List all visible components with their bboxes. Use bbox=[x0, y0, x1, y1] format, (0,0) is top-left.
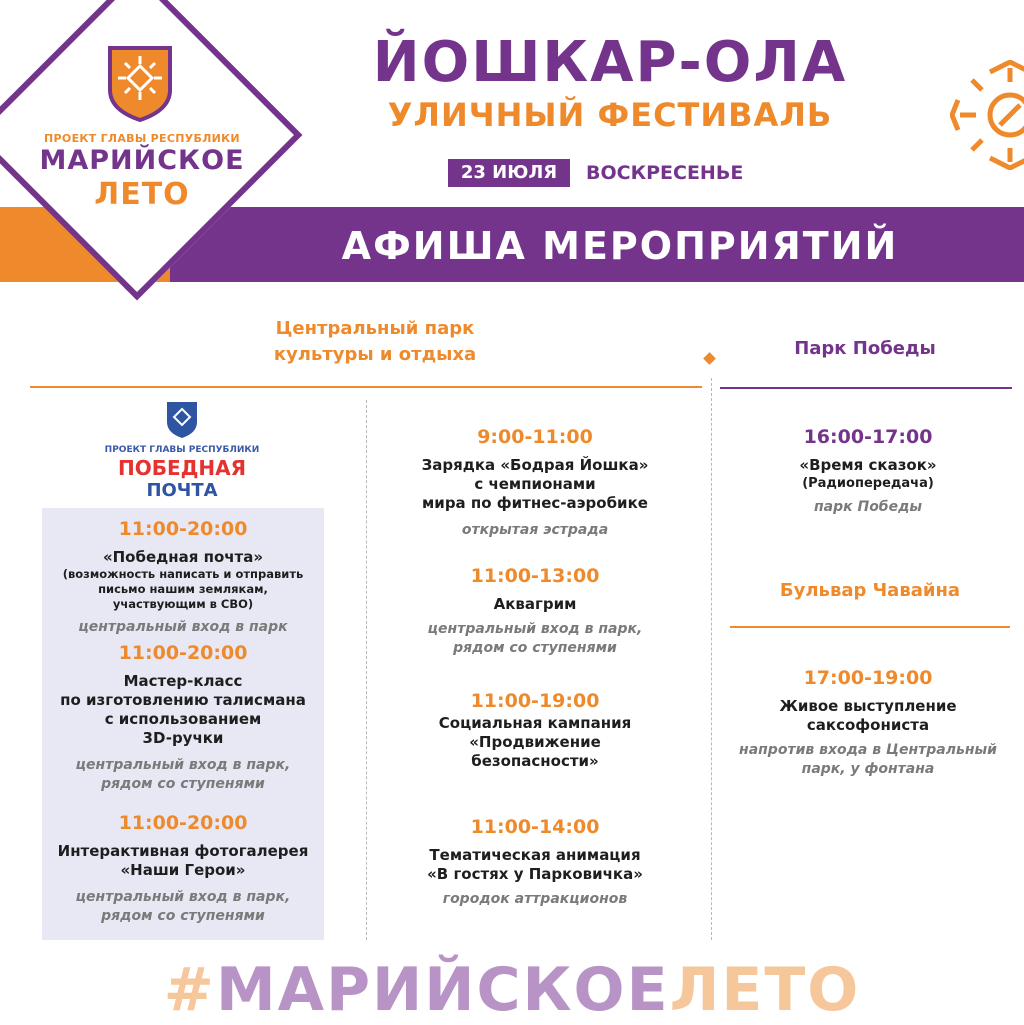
event-place: городок аттракционов bbox=[442, 891, 628, 907]
event-card bbox=[370, 816, 700, 909]
sun-decor-icon bbox=[950, 60, 1024, 170]
central-divider bbox=[30, 386, 702, 388]
event-title: 3D-ручки bbox=[142, 729, 224, 747]
event-note: участвующим в СВО) bbox=[112, 597, 254, 611]
event-title: с использованием bbox=[104, 710, 262, 728]
event-title: Живое выступление bbox=[779, 697, 957, 715]
pochta-shield-icon bbox=[165, 400, 199, 440]
event-title: Аквагрим bbox=[493, 595, 577, 613]
weekday-label: ВОСКРЕСЕНЬЕ bbox=[586, 162, 744, 184]
hashtag-part-mariyskoe: МАРИЙСКОЕ bbox=[215, 955, 670, 1025]
event-place: центральный вход в парк bbox=[78, 619, 288, 635]
hashtag bbox=[0, 955, 1024, 1025]
event-card bbox=[42, 642, 324, 794]
event-time: 11:00-13:00 bbox=[470, 565, 600, 587]
event-card bbox=[718, 667, 1018, 779]
event-place: парк, у фонтана bbox=[801, 761, 935, 777]
event-place: рядом со ступенями bbox=[101, 776, 265, 792]
event-place: центральный вход в парк, bbox=[427, 621, 643, 637]
event-title: Тематическая анимация bbox=[429, 846, 641, 864]
event-title: мира по фитнес-аэробике bbox=[422, 494, 648, 512]
event-note: (Радиопередача) bbox=[802, 476, 934, 491]
event-place: центральный вход в парк, bbox=[75, 889, 291, 905]
event-title: Зарядка «Бодрая Йошка» bbox=[421, 456, 649, 474]
event-time: 16:00-17:00 bbox=[803, 426, 933, 448]
event-card bbox=[370, 690, 700, 771]
pochta-name-line1: ПОБЕДНАЯ bbox=[117, 456, 247, 480]
event-time: 11:00-20:00 bbox=[118, 812, 248, 834]
event-time: 9:00-11:00 bbox=[477, 426, 593, 448]
event-title: с чемпионами bbox=[474, 475, 596, 493]
event-title: Социальная кампания bbox=[438, 714, 632, 732]
event-place: напротив входа в Центральный bbox=[739, 742, 997, 758]
event-card bbox=[42, 812, 324, 926]
event-title: Интерактивная фотогалерея bbox=[57, 842, 309, 860]
pochta-project-label: ПРОЕКТ ГЛАВЫ РЕСПУБЛИКИ bbox=[104, 445, 260, 455]
event-title: по изготовлению талисмана bbox=[60, 691, 306, 709]
event-title: саксофониста bbox=[806, 716, 930, 734]
event-place: рядом со ступенями bbox=[453, 640, 617, 656]
event-card bbox=[718, 426, 1018, 517]
event-card bbox=[370, 565, 700, 658]
divider-diamond bbox=[703, 352, 716, 365]
event-title: «Победная почта» bbox=[102, 548, 264, 566]
pobedy-divider bbox=[720, 387, 1012, 389]
chavayna-divider bbox=[730, 626, 1010, 628]
event-title: «Продвижение bbox=[469, 733, 601, 751]
event-time: 11:00-20:00 bbox=[118, 518, 248, 540]
festival-subtitle: УЛИЧНЫЙ ФЕСТИВАЛЬ bbox=[387, 96, 833, 134]
banner-title: АФИША МЕРОПРИЯТИЙ bbox=[341, 224, 899, 268]
date-badge: 23 ИЮЛЯ bbox=[448, 159, 570, 187]
logo-name-line2: ЛЕТО bbox=[94, 177, 190, 212]
logo-name-line1: МАРИЙСКОЕ bbox=[39, 145, 245, 176]
event-place: центральный вход в парк, bbox=[75, 757, 291, 773]
event-time: 11:00-20:00 bbox=[118, 642, 248, 664]
sun-ornament-icon bbox=[106, 44, 174, 122]
event-title: Мастер-класс bbox=[123, 672, 243, 690]
venue-park-pobedy: Парк Победы bbox=[794, 338, 936, 359]
event-title: безопасности» bbox=[471, 752, 599, 770]
column-divider-2 bbox=[711, 378, 712, 940]
venue-central-line2: культуры и отдыха bbox=[273, 344, 477, 365]
pochta-name-line2: ПОЧТА bbox=[146, 480, 218, 501]
event-title: «Наши Герои» bbox=[120, 861, 246, 879]
event-note: письмо нашим землякам, bbox=[98, 582, 268, 596]
hashtag-symbol: # bbox=[163, 955, 216, 1025]
event-title: «Время сказок» bbox=[799, 456, 937, 474]
event-place: парк Победы bbox=[813, 499, 923, 515]
venue-central-park bbox=[230, 316, 520, 368]
event-place: рядом со ступенями bbox=[101, 908, 265, 924]
logo-project-label: ПРОЕКТ ГЛАВЫ РЕСПУБЛИКИ bbox=[44, 132, 240, 145]
hashtag-part-leto: ЛЕТО bbox=[669, 955, 861, 1025]
event-time: 11:00-14:00 bbox=[470, 816, 600, 838]
event-card bbox=[42, 518, 324, 637]
city-title: ЙОШКАР-ОЛА bbox=[372, 30, 848, 95]
column-divider-1 bbox=[366, 400, 367, 940]
event-title: «В гостях у Парковичка» bbox=[427, 865, 643, 883]
event-card bbox=[370, 426, 700, 540]
event-place: открытая эстрада bbox=[461, 522, 609, 538]
event-time: 11:00-19:00 bbox=[470, 690, 600, 712]
venue-central-line1: Центральный парк bbox=[275, 318, 475, 339]
venue-bulvar-chavayna: Бульвар Чавайна bbox=[779, 580, 961, 601]
event-note: (возможность написать и отправить bbox=[62, 567, 304, 581]
event-time: 17:00-19:00 bbox=[803, 667, 933, 689]
